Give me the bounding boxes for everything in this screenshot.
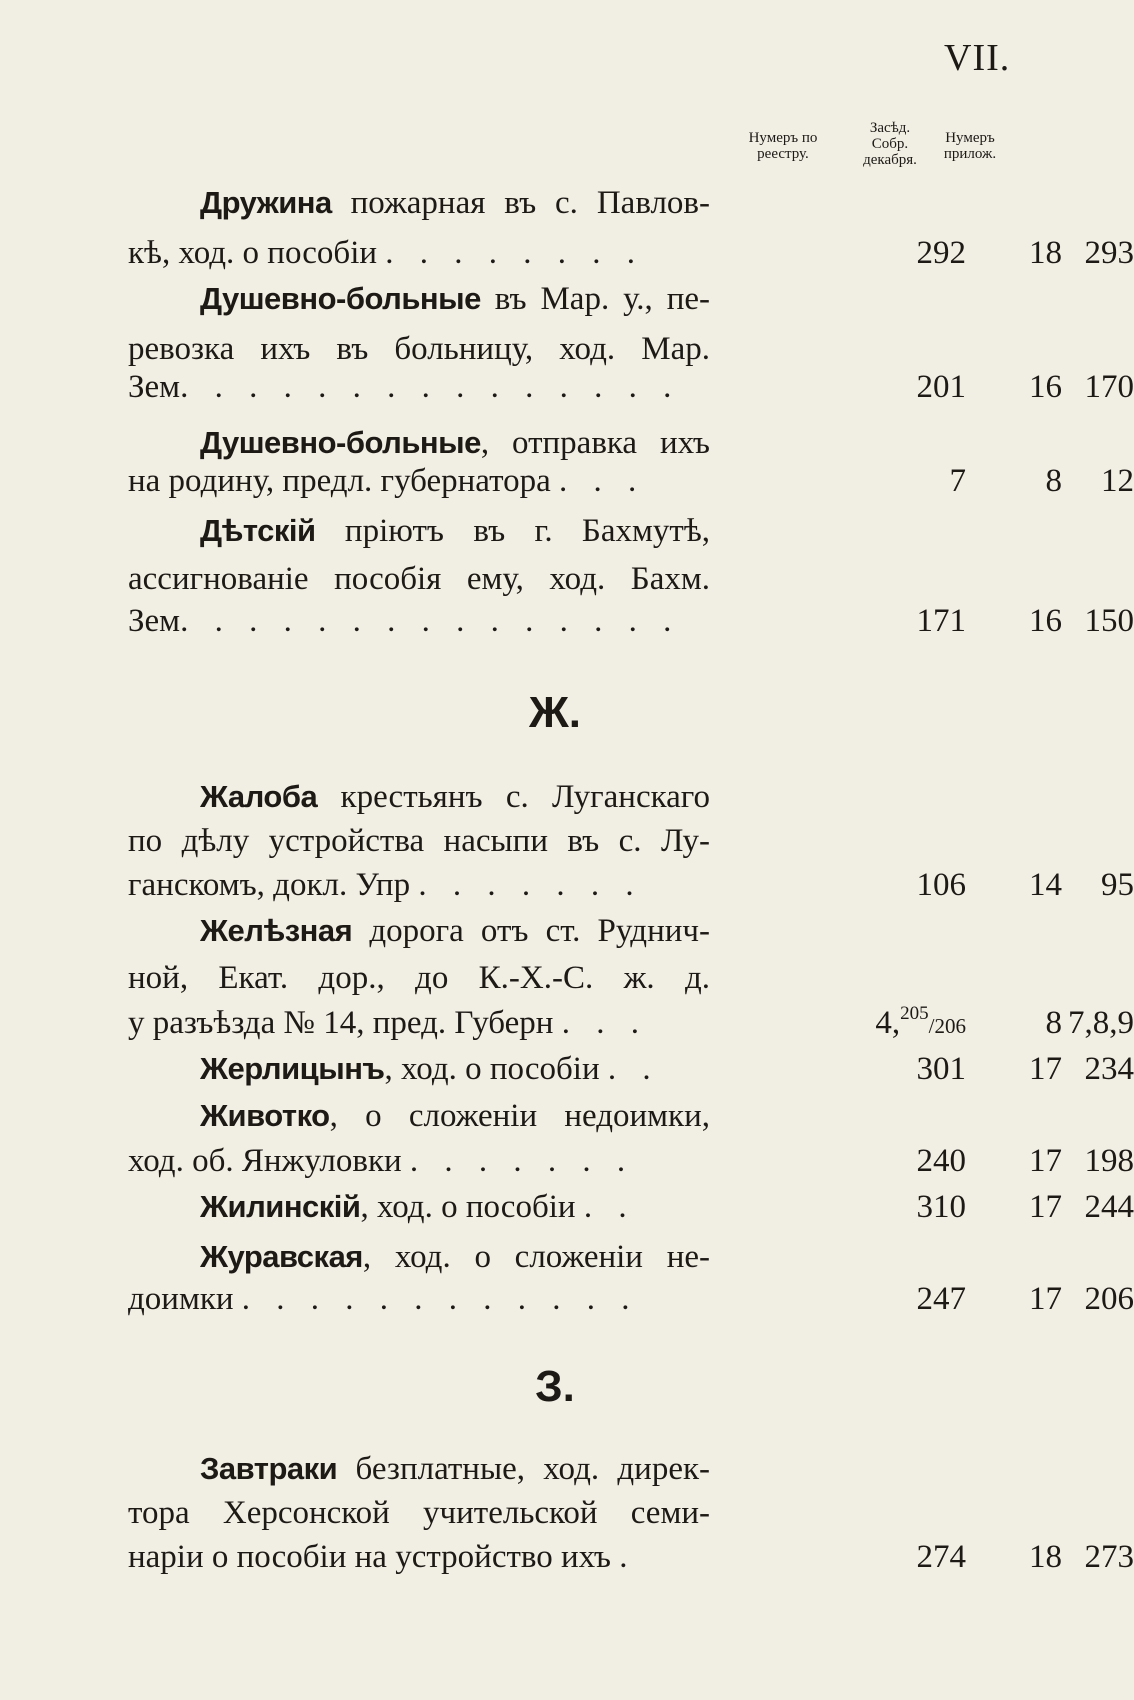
registry-number: 106 <box>916 867 966 903</box>
session-number: 16 <box>1029 603 1062 639</box>
section-letter: З. <box>535 1362 575 1411</box>
entry-line: Журавская, ход. о сложеніи не- <box>200 1239 710 1275</box>
entry-line: доимки . . . . . . . . . . . . 247 17 206 <box>128 1276 1006 1322</box>
session-number: 17 <box>1029 1281 1062 1317</box>
appendix-number: 12 <box>1101 463 1134 499</box>
registry-number: 201 <box>916 369 966 405</box>
registry-number: 292 <box>916 235 966 271</box>
entry-line: ревозка ихъ въ больницу, ход. Мар. <box>128 331 710 367</box>
appendix-number: 273 <box>1084 1539 1134 1575</box>
session-number: 8 <box>1045 1005 1062 1041</box>
entry-line: по дѣлу устройства насыпи въ с. Лу- <box>128 823 710 859</box>
entry-line: кѣ, ход. о пособіи . . . . . . . . 292 18 293 <box>128 230 1006 276</box>
appendix-number: 234 <box>1084 1051 1134 1087</box>
session-number: 17 <box>1029 1051 1062 1087</box>
entry-keyword: Желѣзная <box>200 913 353 948</box>
entry-line: Завтраки безплатные, ход. дирек- <box>200 1451 710 1487</box>
registry-number: 4,$^{205}$/206 <box>875 1003 966 1041</box>
entry-keyword: Жилинскій <box>200 1189 361 1224</box>
entry-keyword: Журавская <box>200 1239 363 1274</box>
entry-line: у разъѣзда № 14, пред. Губерн . . . 4,$^{205}$/206 8 7,8,9 <box>128 1000 1006 1046</box>
entry-keyword: Завтраки <box>200 1451 338 1486</box>
session-number: 14 <box>1029 867 1062 903</box>
entry-line: Желѣзная дорога отъ ст. Руднич- <box>200 913 710 949</box>
appendix-number: 7,8,9 <box>1068 1005 1134 1041</box>
session-number: 17 <box>1029 1189 1062 1225</box>
entry-line: Дружина пожарная въ с. Павлов- <box>200 185 710 221</box>
session-number: 18 <box>1029 235 1062 271</box>
registry-number: 7 <box>949 463 966 499</box>
entry-line: Зем. . . . . . . . . . . . . . . 171 16 150 <box>128 598 1006 644</box>
registry-number: 240 <box>916 1143 966 1179</box>
entry-keyword: Дружина <box>200 185 332 220</box>
entry-keyword: Душевно-больные <box>200 425 481 460</box>
appendix-number: 293 <box>1084 235 1134 271</box>
entry-line: ной, Екат. дор., до К.-Х.-С. ж. д. <box>128 960 710 996</box>
entry-line: Душевно-больные въ Мар. у., пе- <box>200 281 710 317</box>
column-header-registry: Нумеръ по реестру. <box>748 130 818 162</box>
entry-line: Зем. . . . . . . . . . . . . . . 201 16 170 <box>128 364 1006 410</box>
entry-line: Жилинскій, ход. о пособіи . . 310 17 244 <box>128 1184 1006 1230</box>
entry-keyword: Жерлицынъ <box>200 1051 385 1086</box>
entry-line: Жалоба крестьянъ с. Луганскаго <box>200 779 710 815</box>
entry-line: ганскомъ, докл. Упр . . . . . . . 106 14 95 <box>128 862 1006 908</box>
entry-line: на родину, предл. губернатора . . . 7 8 12 <box>128 458 1006 504</box>
registry-number: 310 <box>916 1189 966 1225</box>
appendix-number: 150 <box>1084 603 1134 639</box>
appendix-number: 170 <box>1084 369 1134 405</box>
page-number: VII. <box>944 37 1011 79</box>
entry-line: наріи о пособіи на устройство ихъ . 274 18 273 <box>128 1534 1006 1580</box>
registry-number: 301 <box>916 1051 966 1087</box>
column-header-session: Засѣд. Собр. декабря. <box>863 120 917 168</box>
entry-keyword: Дѣтскій <box>200 513 316 548</box>
entry-line: Дѣтскій пріютъ въ г. Бахмутѣ, <box>200 513 710 549</box>
entry-line: ассигнованіе пособія ему, ход. Бахм. <box>128 561 710 597</box>
session-number: 16 <box>1029 369 1062 405</box>
appendix-number: 206 <box>1084 1281 1134 1317</box>
appendix-number: 95 <box>1101 867 1134 903</box>
section-letter: Ж. <box>529 688 581 737</box>
appendix-number: 198 <box>1084 1143 1134 1179</box>
registry-number: 274 <box>916 1539 966 1575</box>
entry-line: Животко, о сложеніи недоимки, <box>200 1098 710 1134</box>
session-number: 17 <box>1029 1143 1062 1179</box>
entry-keyword: Жалоба <box>200 779 318 814</box>
session-number: 8 <box>1045 463 1062 499</box>
appendix-number: 244 <box>1084 1189 1134 1225</box>
column-header-appendix: Нумеръ прилож. <box>943 130 997 162</box>
entry-line: ход. об. Янжуловки . . . . . . . 240 17 198 <box>128 1138 1006 1184</box>
entry-keyword: Душевно-больные <box>200 281 481 316</box>
entry-line: Душевно-больные, отправка ихъ <box>200 425 710 461</box>
entry-keyword: Животко <box>200 1098 330 1133</box>
registry-number: 171 <box>916 603 966 639</box>
entry-line: Жерлицынъ, ход. о пособіи . . 301 17 234 <box>128 1046 1006 1092</box>
registry-number: 247 <box>916 1281 966 1317</box>
entry-line: тора Херсонской учительской семи- <box>128 1495 710 1531</box>
session-number: 18 <box>1029 1539 1062 1575</box>
